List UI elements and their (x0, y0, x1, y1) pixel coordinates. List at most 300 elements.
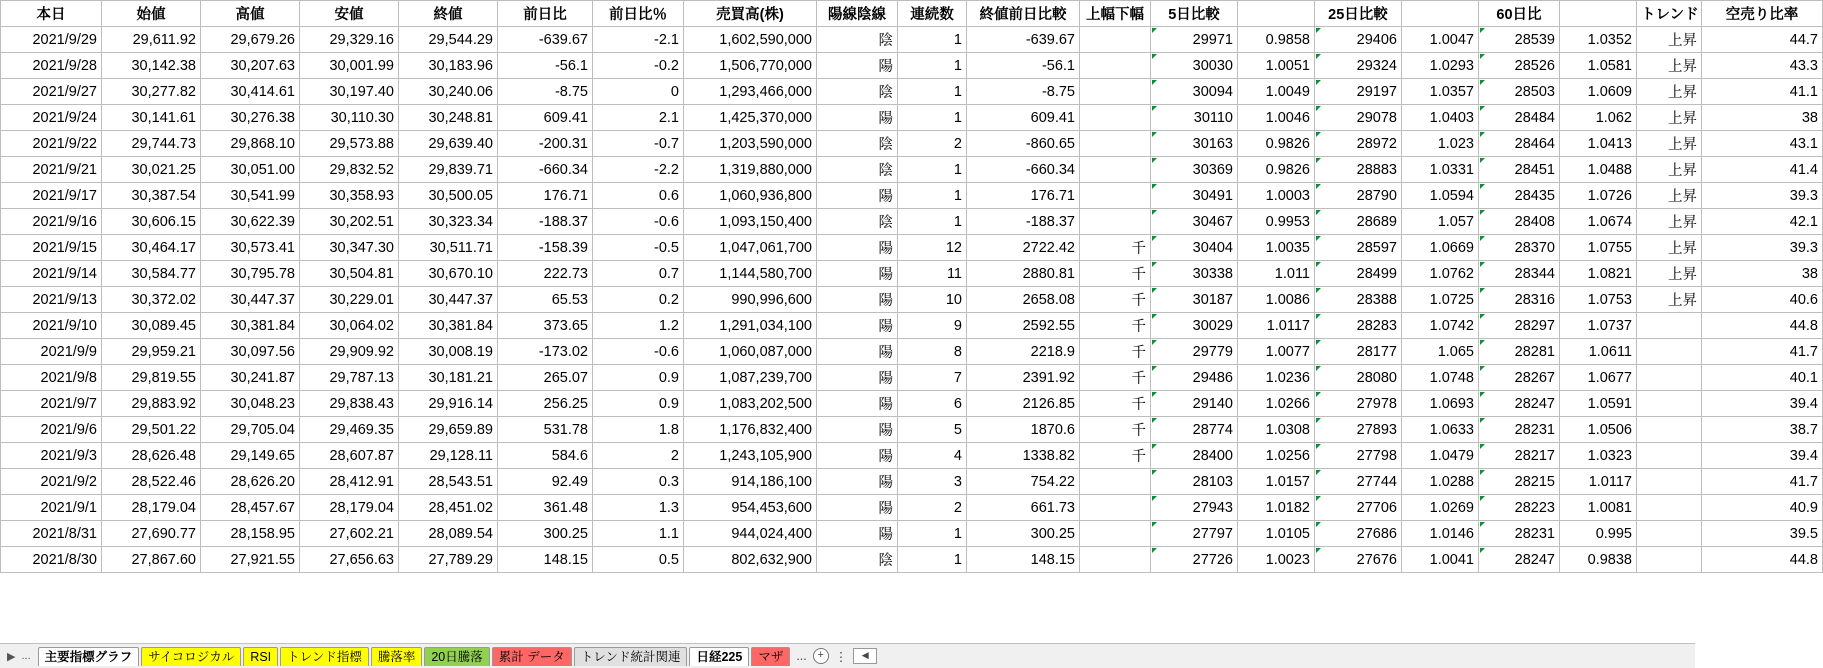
cell-60d[interactable]: 28370 (1479, 235, 1560, 261)
sheet-tab[interactable]: 騰落率 (371, 647, 423, 666)
cell-close[interactable]: 29,659.89 (399, 417, 498, 443)
cell-60d[interactable]: 28503 (1479, 79, 1560, 105)
cell-60d[interactable]: 28223 (1479, 495, 1560, 521)
cell-width[interactable] (1080, 157, 1151, 183)
cell-60d[interactable]: 28267 (1479, 365, 1560, 391)
cell-candle[interactable]: 陽 (817, 105, 898, 131)
cell-trend[interactable] (1637, 521, 1702, 547)
cell-streak[interactable]: 1 (898, 521, 967, 547)
cell-width[interactable] (1080, 27, 1151, 53)
add-sheet-icon[interactable]: + (813, 648, 829, 664)
cell-close[interactable]: 30,500.05 (399, 183, 498, 209)
cell-25d-ratio[interactable]: 1.0331 (1402, 157, 1479, 183)
cell-diff-pct[interactable]: -0.2 (593, 53, 684, 79)
cell-trend[interactable]: 上昇 (1637, 53, 1702, 79)
cell-trend[interactable]: 上昇 (1637, 209, 1702, 235)
cell-5d[interactable]: 27797 (1151, 521, 1238, 547)
cell-5d[interactable]: 27943 (1151, 495, 1238, 521)
cell-volume[interactable]: 1,243,105,900 (684, 443, 817, 469)
cell-close[interactable]: 29,128.11 (399, 443, 498, 469)
cell-5d-ratio[interactable]: 1.0003 (1238, 183, 1315, 209)
cell-60d-ratio[interactable]: 1.0581 (1560, 53, 1637, 79)
cell-5d[interactable]: 28774 (1151, 417, 1238, 443)
cell-volume[interactable]: 1,176,832,400 (684, 417, 817, 443)
sheet-menu-icon[interactable]: ⋮ (834, 649, 848, 664)
cell-short-ratio[interactable]: 43.1 (1702, 131, 1823, 157)
cell-close-compare[interactable]: -56.1 (967, 53, 1080, 79)
cell-streak[interactable]: 3 (898, 469, 967, 495)
cell-close-compare[interactable]: 176.71 (967, 183, 1080, 209)
cell-candle[interactable]: 陽 (817, 235, 898, 261)
cell-low[interactable]: 30,229.01 (300, 287, 399, 313)
cell-25d-ratio[interactable]: 1.0047 (1402, 27, 1479, 53)
cell-high[interactable]: 28,626.20 (201, 469, 300, 495)
cell-short-ratio[interactable]: 44.7 (1702, 27, 1823, 53)
cell-streak[interactable]: 1 (898, 27, 967, 53)
cell-5d[interactable]: 30187 (1151, 287, 1238, 313)
cell-candle[interactable]: 陽 (817, 261, 898, 287)
cell-date[interactable]: 2021/9/13 (1, 287, 102, 313)
cell-streak[interactable]: 1 (898, 79, 967, 105)
cell-volume[interactable]: 1,047,061,700 (684, 235, 817, 261)
cell-close-compare[interactable]: 2722.42 (967, 235, 1080, 261)
col-header-60d-ratio[interactable] (1560, 1, 1637, 27)
cell-25d-ratio[interactable]: 1.0748 (1402, 365, 1479, 391)
cell-close-compare[interactable]: 1870.6 (967, 417, 1080, 443)
cell-60d-ratio[interactable]: 1.0081 (1560, 495, 1637, 521)
cell-volume[interactable]: 1,093,150,400 (684, 209, 817, 235)
cell-25d-ratio[interactable]: 1.0146 (1402, 521, 1479, 547)
cell-width[interactable]: 千 (1080, 287, 1151, 313)
cell-diff-pct[interactable]: -0.6 (593, 339, 684, 365)
cell-25d-ratio[interactable]: 1.057 (1402, 209, 1479, 235)
cell-date[interactable]: 2021/8/31 (1, 521, 102, 547)
next-sheet-icon[interactable]: ▶ (7, 650, 16, 663)
cell-short-ratio[interactable]: 43.3 (1702, 53, 1823, 79)
cell-high[interactable]: 30,795.78 (201, 261, 300, 287)
cell-short-ratio[interactable]: 44.8 (1702, 313, 1823, 339)
cell-diff[interactable]: -173.02 (498, 339, 593, 365)
cell-high[interactable]: 29,868.10 (201, 131, 300, 157)
cell-close[interactable]: 30,447.37 (399, 287, 498, 313)
cell-short-ratio[interactable]: 39.3 (1702, 183, 1823, 209)
cell-low[interactable]: 29,329.16 (300, 27, 399, 53)
cell-diff[interactable]: -8.75 (498, 79, 593, 105)
cell-trend[interactable] (1637, 495, 1702, 521)
cell-short-ratio[interactable]: 41.4 (1702, 157, 1823, 183)
cell-low[interactable]: 30,110.30 (300, 105, 399, 131)
col-header-close[interactable]: 終値 (399, 1, 498, 27)
cell-close[interactable]: 30,181.21 (399, 365, 498, 391)
cell-short-ratio[interactable]: 38 (1702, 105, 1823, 131)
cell-trend[interactable] (1637, 417, 1702, 443)
cell-low[interactable]: 30,504.81 (300, 261, 399, 287)
cell-trend[interactable] (1637, 547, 1702, 573)
cell-candle[interactable]: 陰 (817, 131, 898, 157)
cell-open[interactable]: 30,464.17 (102, 235, 201, 261)
cell-open[interactable]: 29,501.22 (102, 417, 201, 443)
cell-high[interactable]: 29,705.04 (201, 417, 300, 443)
cell-5d-ratio[interactable]: 1.0266 (1238, 391, 1315, 417)
col-header-short-ratio[interactable]: 空売り比率 (1702, 1, 1823, 27)
cell-5d-ratio[interactable]: 1.0023 (1238, 547, 1315, 573)
cell-width[interactable]: 千 (1080, 261, 1151, 287)
cell-candle[interactable]: 陽 (817, 365, 898, 391)
cell-date[interactable]: 2021/9/7 (1, 391, 102, 417)
cell-5d-ratio[interactable]: 1.0049 (1238, 79, 1315, 105)
cell-close[interactable]: 29,839.71 (399, 157, 498, 183)
cell-25d[interactable]: 27744 (1315, 469, 1402, 495)
cell-streak[interactable]: 7 (898, 365, 967, 391)
cell-close-compare[interactable]: 2592.55 (967, 313, 1080, 339)
cell-25d-ratio[interactable]: 1.0357 (1402, 79, 1479, 105)
cell-diff[interactable]: 148.15 (498, 547, 593, 573)
cell-date[interactable]: 2021/9/14 (1, 261, 102, 287)
cell-open[interactable]: 28,626.48 (102, 443, 201, 469)
col-header-date[interactable]: 本日 (1, 1, 102, 27)
cell-diff-pct[interactable]: 2 (593, 443, 684, 469)
cell-60d[interactable]: 28526 (1479, 53, 1560, 79)
cell-streak[interactable]: 2 (898, 131, 967, 157)
cell-5d-ratio[interactable]: 0.9953 (1238, 209, 1315, 235)
col-header-open[interactable]: 始値 (102, 1, 201, 27)
cell-date[interactable]: 2021/9/29 (1, 27, 102, 53)
cell-close-compare[interactable]: 148.15 (967, 547, 1080, 573)
cell-5d-ratio[interactable]: 1.0105 (1238, 521, 1315, 547)
cell-low[interactable]: 30,347.30 (300, 235, 399, 261)
cell-close[interactable]: 29,916.14 (399, 391, 498, 417)
cell-low[interactable]: 29,832.52 (300, 157, 399, 183)
cell-low[interactable]: 30,202.51 (300, 209, 399, 235)
cell-60d[interactable]: 28316 (1479, 287, 1560, 313)
col-header-diff[interactable]: 前日比 (498, 1, 593, 27)
cell-trend[interactable] (1637, 339, 1702, 365)
cell-open[interactable]: 29,819.55 (102, 365, 201, 391)
cell-5d[interactable]: 30029 (1151, 313, 1238, 339)
cell-open[interactable]: 30,141.61 (102, 105, 201, 131)
tabs-more-icon[interactable]: ... (796, 649, 807, 663)
cell-short-ratio[interactable]: 38.7 (1702, 417, 1823, 443)
sheet-tab[interactable]: 主要指標グラフ (38, 647, 140, 666)
cell-diff-pct[interactable]: 0.9 (593, 365, 684, 391)
cell-60d[interactable]: 28297 (1479, 313, 1560, 339)
cell-volume[interactable]: 954,453,600 (684, 495, 817, 521)
cell-width[interactable]: 千 (1080, 339, 1151, 365)
cell-60d-ratio[interactable]: 1.0753 (1560, 287, 1637, 313)
sheet-tab[interactable]: サイコロジカル (141, 647, 241, 666)
cell-streak[interactable]: 1 (898, 547, 967, 573)
cell-candle[interactable]: 陽 (817, 443, 898, 469)
cell-width[interactable] (1080, 131, 1151, 157)
cell-candle[interactable]: 陰 (817, 157, 898, 183)
cell-diff-pct[interactable]: 1.2 (593, 313, 684, 339)
cell-5d[interactable]: 30338 (1151, 261, 1238, 287)
cell-diff-pct[interactable]: 0.5 (593, 547, 684, 573)
col-header-diffpct[interactable]: 前日比％ (593, 1, 684, 27)
cell-60d-ratio[interactable]: 1.0737 (1560, 313, 1637, 339)
cell-trend[interactable] (1637, 365, 1702, 391)
cell-open[interactable]: 27,690.77 (102, 521, 201, 547)
cell-date[interactable]: 2021/9/27 (1, 79, 102, 105)
cell-25d[interactable]: 28689 (1315, 209, 1402, 235)
cell-diff[interactable]: 256.25 (498, 391, 593, 417)
cell-open[interactable]: 29,883.92 (102, 391, 201, 417)
cell-close-compare[interactable]: 300.25 (967, 521, 1080, 547)
cell-60d[interactable]: 28231 (1479, 521, 1560, 547)
cell-5d-ratio[interactable]: 0.9858 (1238, 27, 1315, 53)
cell-open[interactable]: 30,142.38 (102, 53, 201, 79)
cell-5d[interactable]: 29779 (1151, 339, 1238, 365)
cell-candle[interactable]: 陽 (817, 469, 898, 495)
cell-25d-ratio[interactable]: 1.0479 (1402, 443, 1479, 469)
cell-5d-ratio[interactable]: 1.0077 (1238, 339, 1315, 365)
cell-diff[interactable]: 176.71 (498, 183, 593, 209)
cell-60d-ratio[interactable]: 1.0726 (1560, 183, 1637, 209)
cell-high[interactable]: 28,457.67 (201, 495, 300, 521)
cell-60d-ratio[interactable]: 1.0677 (1560, 365, 1637, 391)
cell-volume[interactable]: 1,291,034,100 (684, 313, 817, 339)
cell-candle[interactable]: 陰 (817, 79, 898, 105)
cell-candle[interactable]: 陰 (817, 27, 898, 53)
col-header-close-cmp[interactable]: 終値前日比較 (967, 1, 1080, 27)
cell-60d-ratio[interactable]: 1.0413 (1560, 131, 1637, 157)
cell-short-ratio[interactable]: 39.4 (1702, 391, 1823, 417)
cell-short-ratio[interactable]: 40.9 (1702, 495, 1823, 521)
cell-close-compare[interactable]: -188.37 (967, 209, 1080, 235)
cell-25d[interactable]: 28499 (1315, 261, 1402, 287)
cell-60d[interactable]: 28408 (1479, 209, 1560, 235)
cell-width[interactable]: 千 (1080, 391, 1151, 417)
cell-open[interactable]: 30,089.45 (102, 313, 201, 339)
cell-high[interactable]: 30,051.00 (201, 157, 300, 183)
cell-streak[interactable]: 2 (898, 495, 967, 521)
cell-low[interactable]: 28,607.87 (300, 443, 399, 469)
cell-25d-ratio[interactable]: 1.0288 (1402, 469, 1479, 495)
cell-low[interactable]: 30,197.40 (300, 79, 399, 105)
cell-trend[interactable]: 上昇 (1637, 261, 1702, 287)
cell-5d-ratio[interactable]: 1.011 (1238, 261, 1315, 287)
sheet-tab[interactable]: トレンド統計関連 (574, 647, 688, 666)
cell-width[interactable] (1080, 547, 1151, 573)
cell-close-compare[interactable]: -660.34 (967, 157, 1080, 183)
cell-streak[interactable]: 8 (898, 339, 967, 365)
cell-25d-ratio[interactable]: 1.0594 (1402, 183, 1479, 209)
cell-60d[interactable]: 28217 (1479, 443, 1560, 469)
cell-width[interactable] (1080, 209, 1151, 235)
cell-volume[interactable]: 1,087,239,700 (684, 365, 817, 391)
cell-5d[interactable]: 30163 (1151, 131, 1238, 157)
cell-streak[interactable]: 6 (898, 391, 967, 417)
cell-width[interactable]: 千 (1080, 417, 1151, 443)
cell-width[interactable] (1080, 469, 1151, 495)
cell-5d-ratio[interactable]: 1.0046 (1238, 105, 1315, 131)
cell-short-ratio[interactable]: 39.4 (1702, 443, 1823, 469)
cell-close[interactable]: 30,248.81 (399, 105, 498, 131)
cell-date[interactable]: 2021/9/8 (1, 365, 102, 391)
cell-date[interactable]: 2021/9/22 (1, 131, 102, 157)
cell-60d-ratio[interactable]: 0.995 (1560, 521, 1637, 547)
cell-close[interactable]: 30,670.10 (399, 261, 498, 287)
cell-volume[interactable]: 1,203,590,000 (684, 131, 817, 157)
cell-diff[interactable]: 584.6 (498, 443, 593, 469)
cell-short-ratio[interactable]: 39.5 (1702, 521, 1823, 547)
cell-short-ratio[interactable]: 41.7 (1702, 339, 1823, 365)
cell-5d-ratio[interactable]: 1.0236 (1238, 365, 1315, 391)
cell-diff-pct[interactable]: 2.1 (593, 105, 684, 131)
cell-60d-ratio[interactable]: 1.0506 (1560, 417, 1637, 443)
cell-volume[interactable]: 1,319,880,000 (684, 157, 817, 183)
cell-high[interactable]: 30,573.41 (201, 235, 300, 261)
cell-high[interactable]: 30,414.61 (201, 79, 300, 105)
cell-volume[interactable]: 914,186,100 (684, 469, 817, 495)
cell-open[interactable]: 28,522.46 (102, 469, 201, 495)
cell-25d[interactable]: 28790 (1315, 183, 1402, 209)
cell-5d-ratio[interactable]: 1.0117 (1238, 313, 1315, 339)
cell-streak[interactable]: 5 (898, 417, 967, 443)
sheet-overflow-icon[interactable]: ... (21, 650, 31, 662)
cell-high[interactable]: 27,921.55 (201, 547, 300, 573)
cell-diff[interactable]: 361.48 (498, 495, 593, 521)
cell-diff[interactable]: 609.41 (498, 105, 593, 131)
cell-low[interactable]: 30,001.99 (300, 53, 399, 79)
col-header-60d[interactable]: 60日比 (1479, 1, 1560, 27)
cell-high[interactable]: 30,048.23 (201, 391, 300, 417)
cell-close-compare[interactable]: 2658.08 (967, 287, 1080, 313)
cell-trend[interactable]: 上昇 (1637, 157, 1702, 183)
cell-diff[interactable]: -158.39 (498, 235, 593, 261)
col-header-volume[interactable]: 売買高(株) (684, 1, 817, 27)
cell-high[interactable]: 29,679.26 (201, 27, 300, 53)
cell-60d-ratio[interactable]: 1.0821 (1560, 261, 1637, 287)
cell-25d[interactable]: 28972 (1315, 131, 1402, 157)
cell-trend[interactable] (1637, 391, 1702, 417)
cell-5d[interactable]: 29486 (1151, 365, 1238, 391)
cell-width[interactable] (1080, 79, 1151, 105)
cell-close-compare[interactable]: -639.67 (967, 27, 1080, 53)
cell-high[interactable]: 30,541.99 (201, 183, 300, 209)
sheet-tab[interactable]: マザ (751, 647, 790, 666)
cell-25d-ratio[interactable]: 1.0742 (1402, 313, 1479, 339)
cell-60d-ratio[interactable]: 1.0352 (1560, 27, 1637, 53)
cell-trend[interactable]: 上昇 (1637, 79, 1702, 105)
cell-open[interactable]: 29,611.92 (102, 27, 201, 53)
cell-low[interactable]: 29,573.88 (300, 131, 399, 157)
cell-diff-pct[interactable]: -0.7 (593, 131, 684, 157)
cell-close[interactable]: 28,543.51 (399, 469, 498, 495)
cell-streak[interactable]: 12 (898, 235, 967, 261)
cell-5d-ratio[interactable]: 0.9826 (1238, 157, 1315, 183)
cell-candle[interactable]: 陽 (817, 183, 898, 209)
cell-low[interactable]: 28,179.04 (300, 495, 399, 521)
cell-close-compare[interactable]: 2880.81 (967, 261, 1080, 287)
cell-25d[interactable]: 27686 (1315, 521, 1402, 547)
cell-25d-ratio[interactable]: 1.0762 (1402, 261, 1479, 287)
cell-25d[interactable]: 27978 (1315, 391, 1402, 417)
cell-date[interactable]: 2021/9/21 (1, 157, 102, 183)
cell-25d[interactable]: 27676 (1315, 547, 1402, 573)
cell-diff[interactable]: 92.49 (498, 469, 593, 495)
cell-volume[interactable]: 1,293,466,000 (684, 79, 817, 105)
cell-close[interactable]: 30,240.06 (399, 79, 498, 105)
cell-5d[interactable]: 27726 (1151, 547, 1238, 573)
cell-25d[interactable]: 28597 (1315, 235, 1402, 261)
cell-diff[interactable]: -188.37 (498, 209, 593, 235)
cell-volume[interactable]: 1,060,087,000 (684, 339, 817, 365)
cell-25d[interactable]: 28388 (1315, 287, 1402, 313)
cell-diff-pct[interactable]: -0.6 (593, 209, 684, 235)
cell-streak[interactable]: 4 (898, 443, 967, 469)
cell-25d-ratio[interactable]: 1.0269 (1402, 495, 1479, 521)
cell-open[interactable]: 30,277.82 (102, 79, 201, 105)
cell-close[interactable]: 29,544.29 (399, 27, 498, 53)
cell-date[interactable]: 2021/9/3 (1, 443, 102, 469)
cell-60d[interactable]: 28435 (1479, 183, 1560, 209)
cell-close[interactable]: 30,183.96 (399, 53, 498, 79)
cell-close-compare[interactable]: 661.73 (967, 495, 1080, 521)
cell-width[interactable] (1080, 183, 1151, 209)
cell-trend[interactable]: 上昇 (1637, 131, 1702, 157)
cell-date[interactable]: 2021/9/6 (1, 417, 102, 443)
cell-high[interactable]: 30,447.37 (201, 287, 300, 313)
cell-streak[interactable]: 1 (898, 105, 967, 131)
sheet-nav-buttons[interactable] (0, 650, 38, 663)
cell-streak[interactable]: 10 (898, 287, 967, 313)
cell-date[interactable]: 2021/9/10 (1, 313, 102, 339)
cell-5d-ratio[interactable]: 1.0035 (1238, 235, 1315, 261)
cell-streak[interactable]: 1 (898, 53, 967, 79)
cell-low[interactable]: 27,602.21 (300, 521, 399, 547)
cell-streak[interactable]: 11 (898, 261, 967, 287)
cell-5d[interactable]: 30030 (1151, 53, 1238, 79)
cell-25d-ratio[interactable]: 1.023 (1402, 131, 1479, 157)
cell-25d-ratio[interactable]: 1.0725 (1402, 287, 1479, 313)
cell-high[interactable]: 29,149.65 (201, 443, 300, 469)
cell-open[interactable]: 27,867.60 (102, 547, 201, 573)
cell-width[interactable]: 千 (1080, 365, 1151, 391)
cell-5d[interactable]: 29971 (1151, 27, 1238, 53)
cell-diff[interactable]: 222.73 (498, 261, 593, 287)
cell-date[interactable]: 2021/9/15 (1, 235, 102, 261)
cell-short-ratio[interactable]: 41.7 (1702, 469, 1823, 495)
cell-60d-ratio[interactable]: 0.9838 (1560, 547, 1637, 573)
cell-low[interactable]: 29,838.43 (300, 391, 399, 417)
cell-volume[interactable]: 944,024,400 (684, 521, 817, 547)
cell-streak[interactable]: 9 (898, 313, 967, 339)
cell-candle[interactable]: 陰 (817, 209, 898, 235)
cell-date[interactable]: 2021/8/30 (1, 547, 102, 573)
cell-60d-ratio[interactable]: 1.0674 (1560, 209, 1637, 235)
cell-60d[interactable]: 28231 (1479, 417, 1560, 443)
cell-5d-ratio[interactable]: 1.0086 (1238, 287, 1315, 313)
cell-trend[interactable]: 上昇 (1637, 27, 1702, 53)
col-header-5d[interactable]: 5日比較 (1151, 1, 1238, 27)
cell-5d[interactable]: 30369 (1151, 157, 1238, 183)
cell-25d-ratio[interactable]: 1.0041 (1402, 547, 1479, 573)
col-header-streak[interactable]: 連続数 (898, 1, 967, 27)
cell-5d[interactable]: 28103 (1151, 469, 1238, 495)
cell-5d-ratio[interactable]: 0.9826 (1238, 131, 1315, 157)
cell-60d-ratio[interactable]: 1.0488 (1560, 157, 1637, 183)
cell-width[interactable]: 千 (1080, 313, 1151, 339)
cell-25d-ratio[interactable]: 1.0669 (1402, 235, 1479, 261)
cell-25d[interactable]: 29197 (1315, 79, 1402, 105)
cell-5d-ratio[interactable]: 1.0308 (1238, 417, 1315, 443)
cell-close-compare[interactable]: -860.65 (967, 131, 1080, 157)
cell-date[interactable]: 2021/9/2 (1, 469, 102, 495)
cell-trend[interactable]: 上昇 (1637, 105, 1702, 131)
cell-25d-ratio[interactable]: 1.0403 (1402, 105, 1479, 131)
cell-5d-ratio[interactable]: 1.0051 (1238, 53, 1315, 79)
